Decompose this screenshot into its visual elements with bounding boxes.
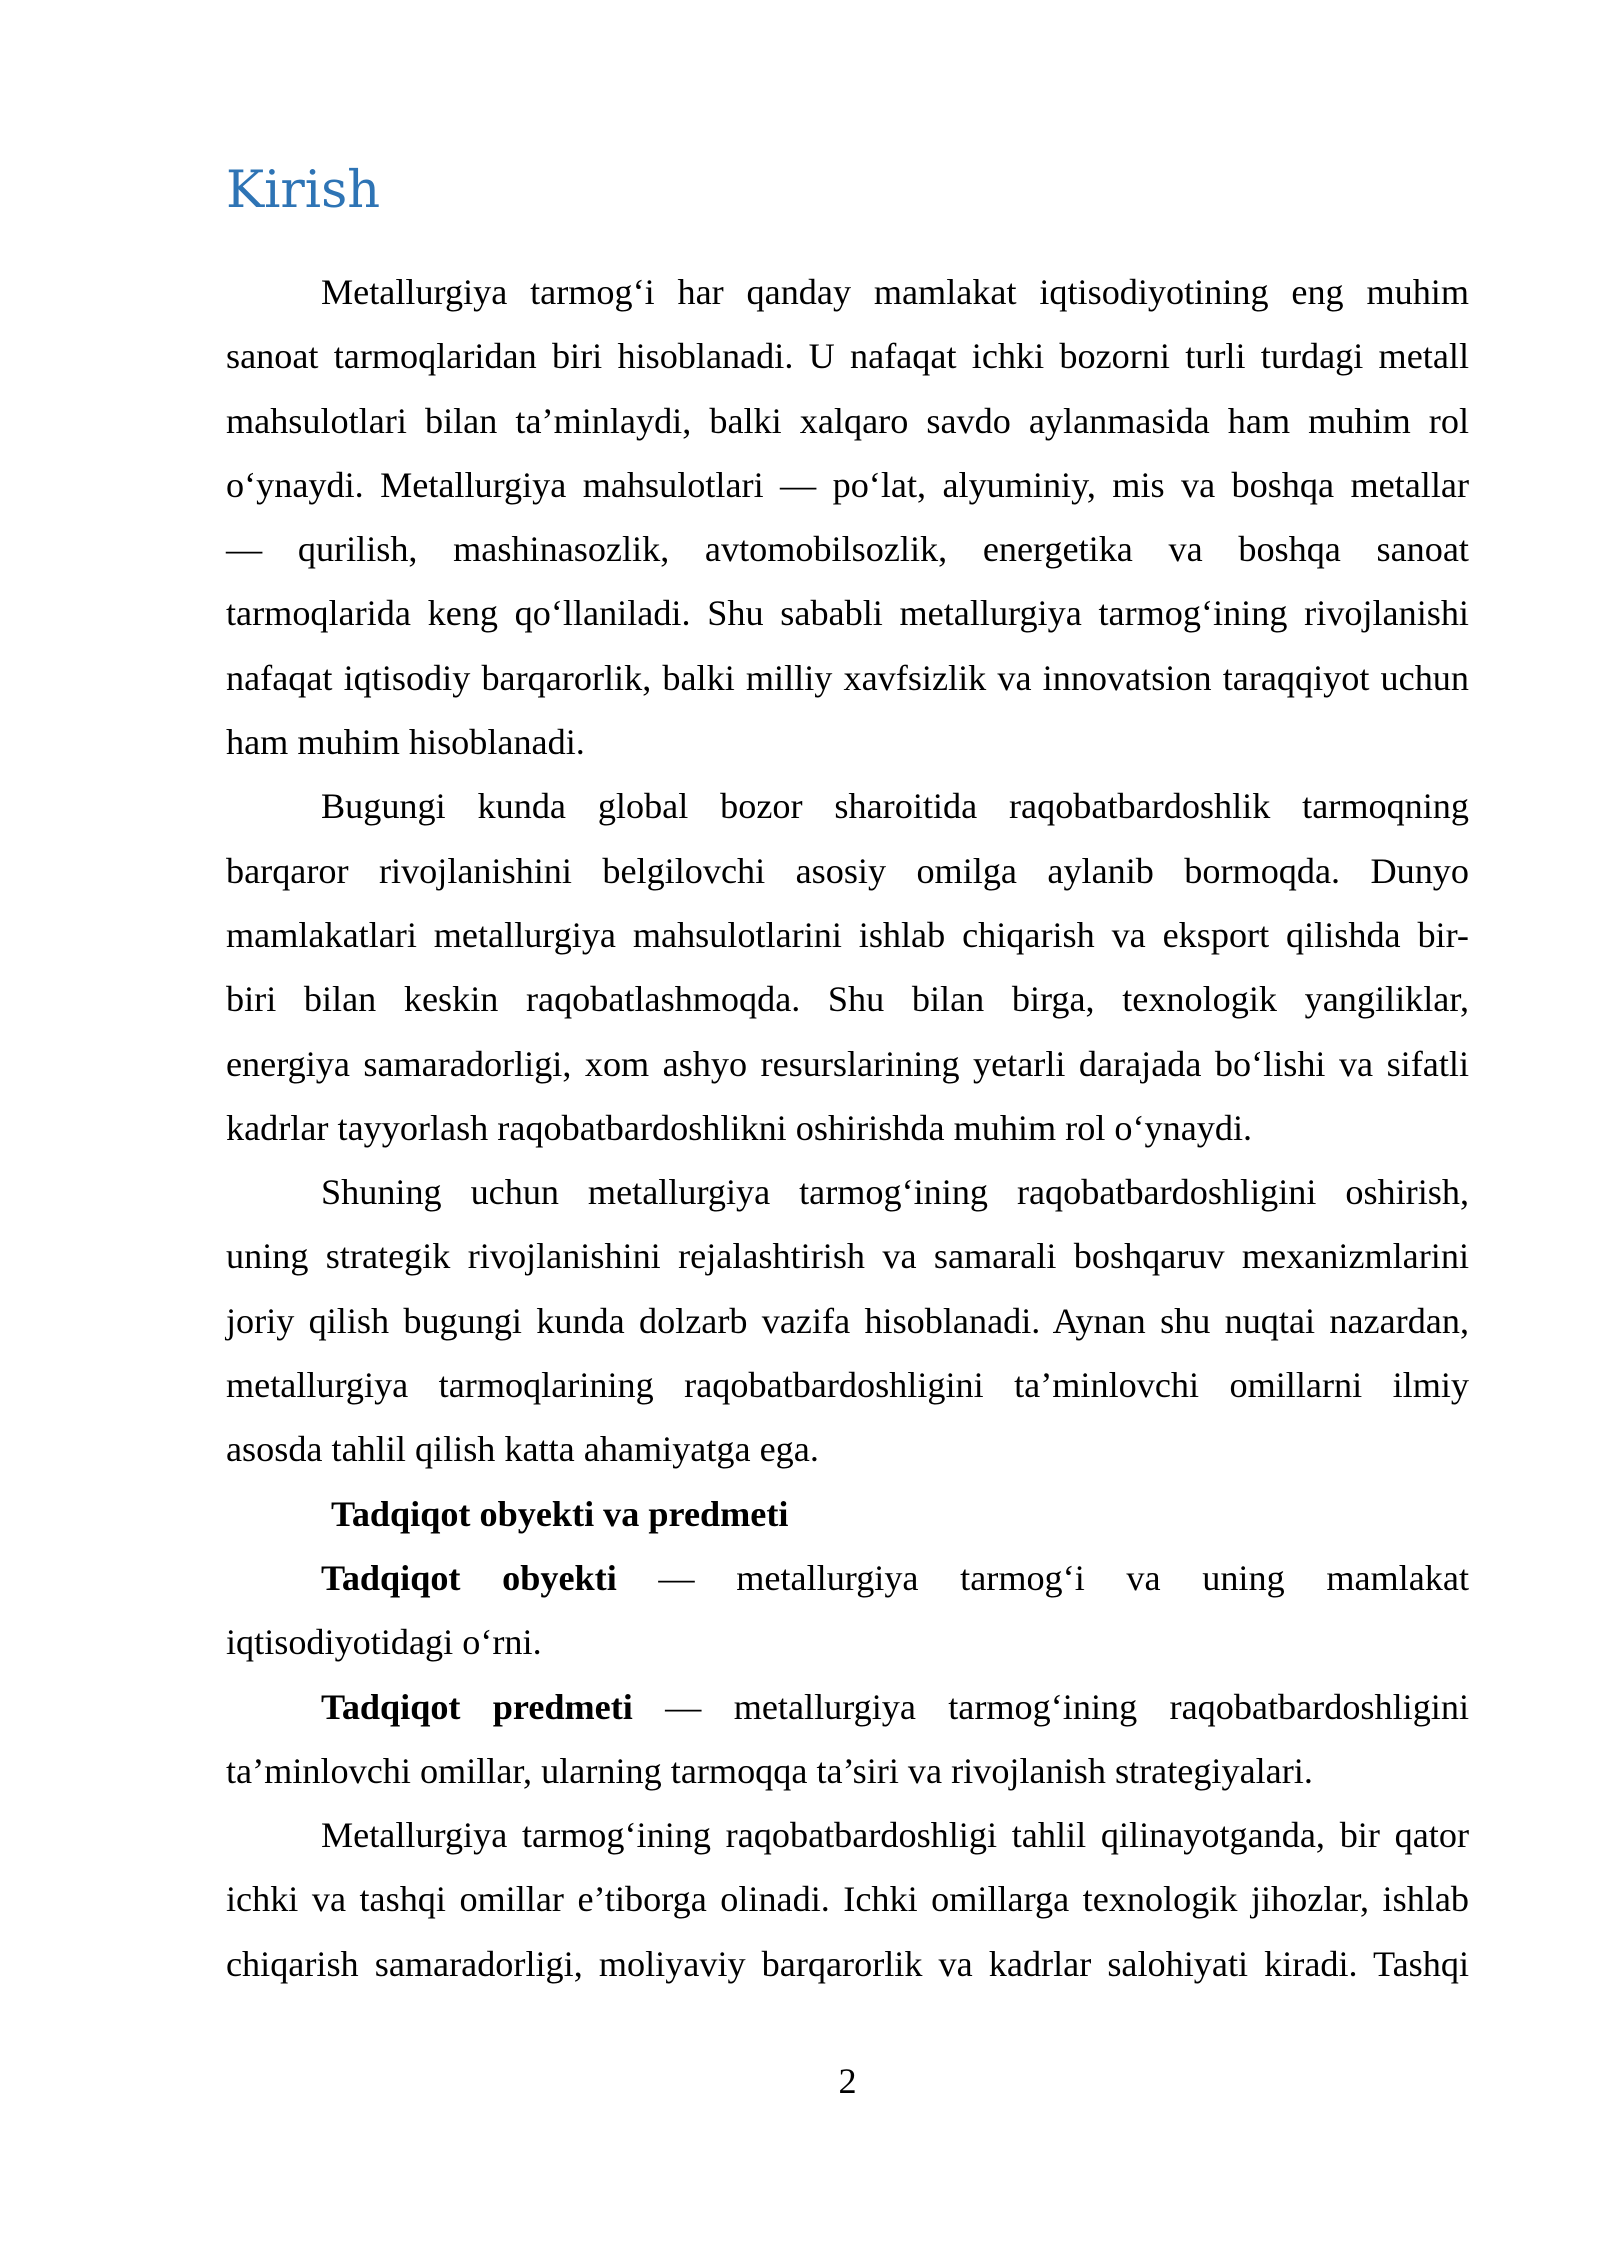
paragraph-line: tarmoqlarida keng qo‘llaniladi. Shu sababli metallurgiya tarmog‘ining rivojlanishi bbox=[226, 593, 1469, 634]
paragraph bbox=[226, 1803, 1469, 1996]
paragraph-line: o‘ynaydi. Metallurgiya mahsulotlari — po‘lat, alyuminiy, mis va boshqa metallar bbox=[226, 464, 1469, 505]
paragraph bbox=[226, 260, 1469, 774]
paragraph-line: uning strategik rivojlanishini rejalashtirish va samarali boshqaruv mexanizmlarini bbox=[226, 1236, 1469, 1277]
definition-term: Tadqiqot predmeti bbox=[321, 1686, 633, 1727]
paragraph-line: kadrlar tayyorlash raqobatbardoshlikni oshirishda muhim rol o‘ynaydi. bbox=[226, 1107, 1253, 1148]
definition-paragraph bbox=[226, 1546, 1469, 1675]
definition-line bbox=[226, 1675, 1469, 1739]
paragraph-line: chiqarish samaradorligi, moliyaviy barqarorlik va kadrlar salohiyati kiradi. Tashqi bbox=[226, 1943, 1469, 1984]
page-number: 2 bbox=[838, 2061, 857, 2101]
paragraph-line: — qurilish, mashinasozlik, avtomobilsozlik, energetika va boshqa sanoat bbox=[226, 529, 1469, 570]
definition-paragraph bbox=[226, 1675, 1469, 1804]
definition-line: ta’minlovchi omillar, ularning tarmoqqa ta’siri va rivojlanish strategiyalari. bbox=[226, 1750, 1313, 1791]
paragraph-line: ham muhim hisoblanadi. bbox=[226, 722, 585, 763]
document-body bbox=[226, 260, 1469, 1996]
paragraph bbox=[226, 774, 1469, 1160]
paragraph-line: energiya samaradorligi, xom ashyo resurslarining yetarli darajada bo‘lishi va sifatli bbox=[226, 1043, 1469, 1084]
paragraph bbox=[226, 1160, 1469, 1481]
definition-line bbox=[226, 1546, 1469, 1610]
definition-text: — metallurgiya tarmog‘i va uning mamlakat bbox=[658, 1557, 1470, 1598]
paragraph-line: mamlakatlari metallurgiya mahsulotlarini ishlab chiqarish va eksport qilishda bir- bbox=[226, 914, 1469, 955]
paragraph-line: sanoat tarmoqlaridan biri hisoblanadi. U nafaqat ichki bozorni turli turdagi metall bbox=[226, 336, 1469, 377]
paragraph-line: nafaqat iqtisodiy barqarorlik, balki milliy xavfsizlik va innovatsion taraqqiyot uchun bbox=[226, 657, 1469, 698]
paragraph-line: Metallurgiya tarmog‘i har qanday mamlakat iqtisodiyotining eng muhim bbox=[321, 272, 1469, 312]
paragraph-line: Metallurgiya tarmog‘ining raqobatbardoshligi tahlil qilinayotganda, bir qator bbox=[321, 1815, 1469, 1856]
definition-text: — metallurgiya tarmog‘ining raqobatbardoshligini bbox=[665, 1686, 1469, 1727]
paragraph-line: Bugungi kunda global bozor sharoitida raqobatbardoshlik tarmoqning bbox=[321, 786, 1469, 827]
paragraph-line: biri bilan keskin raqobatlashmoqda. Shu bilan birga, texnologik yangiliklar, bbox=[226, 979, 1469, 1020]
section-title: Kirish bbox=[226, 161, 381, 220]
subsection-heading: Tadqiqot obyekti va predmeti bbox=[331, 1493, 789, 1534]
paragraph-line: asosda tahlil qilish katta ahamiyatga ega. bbox=[226, 1429, 819, 1470]
definition-line: iqtisodiyotidagi o‘rni. bbox=[226, 1622, 542, 1663]
paragraph-line: ichki va tashqi omillar e’tiborga olinadi. Ichki omillarga texnologik jihozlar, ishlab bbox=[226, 1879, 1469, 1920]
paragraph-line: joriy qilish bugungi kunda dolzarb vazifa hisoblanadi. Aynan shu nuqtai nazardan, bbox=[226, 1300, 1469, 1341]
paragraph-line: mahsulotlari bilan ta’minlaydi, balki xalqaro savdo aylanmasida ham muhim rol bbox=[226, 400, 1469, 441]
definition-term: Tadqiqot obyekti bbox=[321, 1557, 617, 1598]
paragraph-line: Shuning uchun metallurgiya tarmog‘ining raqobatbardoshligini oshirish, bbox=[321, 1172, 1469, 1213]
paragraph-line: metallurgiya tarmoqlarining raqobatbardoshligini ta’minlovchi omillarni ilmiy bbox=[226, 1365, 1469, 1406]
paragraph-line: barqaror rivojlanishini belgilovchi asosiy omilga aylanib bormoqda. Dunyo bbox=[226, 850, 1469, 891]
